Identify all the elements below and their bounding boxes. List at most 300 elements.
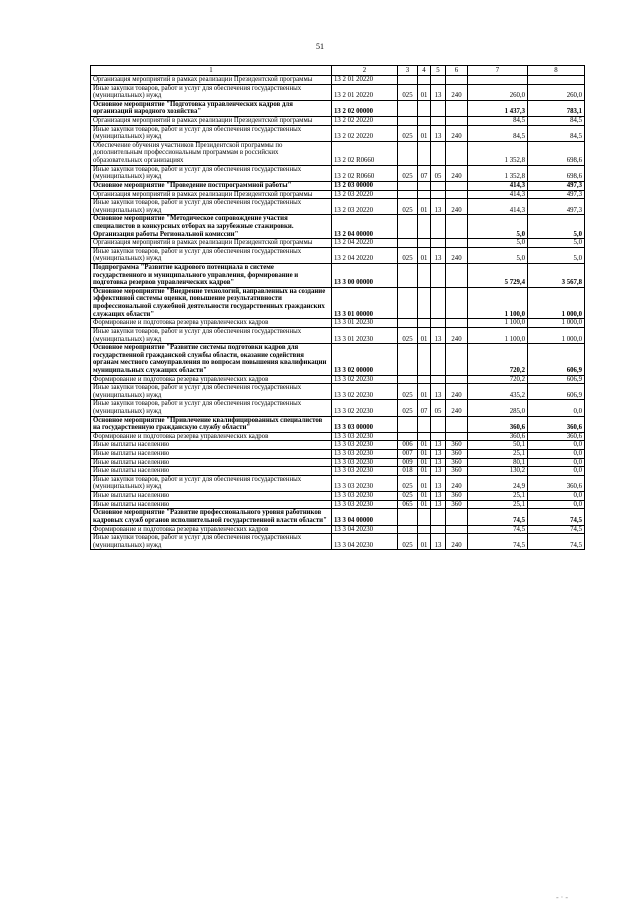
row-amount-year1-cell: 25,1: [468, 450, 528, 459]
row-amount-year2-cell: 5,0: [528, 239, 585, 248]
row-amount-year1-cell: 74,5: [468, 534, 528, 550]
row-section-cell: 01: [418, 84, 431, 100]
table-row: [91, 264, 585, 288]
table-row: [91, 344, 585, 375]
row-code-cell: 13 3 04 00000: [332, 509, 398, 525]
row-section-cell: 01: [418, 125, 431, 141]
row-subsection-cell: [431, 100, 446, 116]
row-ministry-cell: [398, 190, 418, 199]
row-amount-year2-cell: 260,0: [528, 84, 585, 100]
header-col-3: 3: [398, 66, 418, 76]
scan-artifact: - · -: [556, 893, 568, 902]
row-amount-year2-cell: 360,6: [528, 416, 585, 432]
table-row: [91, 327, 585, 343]
row-code-cell: 13 2 04 20220: [332, 247, 398, 263]
table-row: [91, 84, 585, 100]
row-amount-year2-cell: 0,0: [528, 492, 585, 501]
row-section-cell: [418, 181, 431, 190]
row-section-cell: 01: [418, 467, 431, 476]
row-subsection-cell: 13: [431, 534, 446, 550]
row-section-cell: 01: [418, 441, 431, 450]
row-amount-year1-cell: 285,0: [468, 400, 528, 416]
row-subsection-cell: [431, 264, 446, 288]
row-subsection-cell: 13: [431, 475, 446, 491]
row-name-cell: Формирование и подготовка резерва управленческих кадров: [91, 319, 332, 328]
row-name-cell: Иные закупки товаров, работ и услуг для обеспечения государственных (муниципальных) нужд: [91, 384, 332, 400]
row-expense-type-cell: [446, 215, 468, 239]
row-ministry-cell: [398, 509, 418, 525]
row-ministry-cell: [398, 117, 418, 126]
table-row: [91, 199, 585, 215]
row-amount-year1-cell: 1 437,3: [468, 100, 528, 116]
row-name-cell: Иные закупки товаров, работ и услуг для обеспечения государственных (муниципальных) нужд: [91, 327, 332, 343]
table-row: [91, 500, 585, 509]
row-amount-year2-cell: [528, 76, 585, 85]
row-section-cell: [418, 525, 431, 534]
row-ministry-cell: [398, 432, 418, 441]
row-amount-year1-cell: 1 352,8: [468, 141, 528, 165]
row-expense-type-cell: [446, 100, 468, 116]
row-subsection-cell: [431, 117, 446, 126]
row-subsection-cell: [431, 239, 446, 248]
row-section-cell: [418, 239, 431, 248]
header-col-5: 5: [431, 66, 446, 76]
row-subsection-cell: 05: [431, 400, 446, 416]
row-expense-type-cell: 240: [446, 327, 468, 343]
row-amount-year2-cell: 84,5: [528, 125, 585, 141]
row-code-cell: 13 2 03 20220: [332, 190, 398, 199]
row-amount-year1-cell: 5,0: [468, 215, 528, 239]
table-row: [91, 239, 585, 248]
row-code-cell: 13 3 03 00000: [332, 416, 398, 432]
row-amount-year2-cell: 0,0: [528, 458, 585, 467]
table-row: [91, 509, 585, 525]
row-amount-year1-cell: 360,6: [468, 416, 528, 432]
row-ministry-cell: [398, 525, 418, 534]
table-row: [91, 534, 585, 550]
table-row: [91, 450, 585, 459]
row-code-cell: 13 3 01 20230: [332, 327, 398, 343]
row-expense-type-cell: [446, 117, 468, 126]
row-subsection-cell: [431, 416, 446, 432]
row-code-cell: 13 3 03 20230: [332, 432, 398, 441]
row-ministry-cell: [398, 141, 418, 165]
row-code-cell: 13 2 02 20220: [332, 117, 398, 126]
row-expense-type-cell: [446, 416, 468, 432]
table-row: [91, 475, 585, 491]
row-amount-year1-cell: 1 100,0: [468, 327, 528, 343]
row-name-cell: Иные закупки товаров, работ и услуг для обеспечения государственных (муниципальных) нужд: [91, 400, 332, 416]
row-code-cell: 13 3 02 00000: [332, 344, 398, 375]
row-section-cell: [418, 375, 431, 384]
row-name-cell: Основное мероприятие "Привлечение квалифицированных специалистов на государственную гражданскую службу области": [91, 416, 332, 432]
row-code-cell: 13 2 02 R0660: [332, 141, 398, 165]
table-row: [91, 441, 585, 450]
row-name-cell: Формирование и подготовка резерва управленческих кадров: [91, 525, 332, 534]
row-amount-year1-cell: 5,0: [468, 247, 528, 263]
row-ministry-cell: 025: [398, 400, 418, 416]
row-expense-type-cell: [446, 190, 468, 199]
row-section-cell: [418, 117, 431, 126]
row-amount-year1-cell: 130,2: [468, 467, 528, 476]
row-amount-year2-cell: 74,5: [528, 509, 585, 525]
row-name-cell: Организация мероприятий в рамках реализации Президентской программы: [91, 117, 332, 126]
row-code-cell: 13 3 03 20230: [332, 450, 398, 459]
row-expense-type-cell: 240: [446, 84, 468, 100]
table-row: [91, 319, 585, 328]
row-amount-year1-cell: 25,1: [468, 492, 528, 501]
row-ministry-cell: 065: [398, 500, 418, 509]
row-section-cell: [418, 264, 431, 288]
row-amount-year2-cell: 360,6: [528, 475, 585, 491]
row-amount-year2-cell: 0,0: [528, 450, 585, 459]
row-ministry-cell: [398, 375, 418, 384]
row-section-cell: 01: [418, 534, 431, 550]
row-name-cell: Подпрограмма "Развитие кадрового потенциала в системе государственного и муниципального управления, формирование и подготовка резервов управленческих кадров": [91, 264, 332, 288]
row-amount-year2-cell: 0,0: [528, 441, 585, 450]
row-code-cell: 13 3 03 20230: [332, 441, 398, 450]
table-row: [91, 458, 585, 467]
row-amount-year2-cell: 497,3: [528, 181, 585, 190]
row-name-cell: Иные выплаты населению: [91, 458, 332, 467]
row-ministry-cell: 025: [398, 492, 418, 501]
row-name-cell: Формирование и подготовка резерва управленческих кадров: [91, 375, 332, 384]
row-code-cell: 13 3 04 20230: [332, 534, 398, 550]
row-subsection-cell: [431, 76, 446, 85]
row-expense-type-cell: 360: [446, 450, 468, 459]
row-amount-year1-cell: 25,1: [468, 500, 528, 509]
row-code-cell: 13 2 03 20220: [332, 199, 398, 215]
row-name-cell: Иные закупки товаров, работ и услуг для обеспечения государственных (муниципальных) нужд: [91, 475, 332, 491]
row-ministry-cell: [398, 76, 418, 85]
row-expense-type-cell: [446, 141, 468, 165]
row-name-cell: Иные выплаты населению: [91, 467, 332, 476]
row-section-cell: [418, 344, 431, 375]
table-row: [91, 384, 585, 400]
row-name-cell: Иные закупки товаров, работ и услуг для обеспечения государственных (муниципальных) нужд: [91, 84, 332, 100]
row-name-cell: Основное мероприятие "Подготовка управленческих кадров для организаций народного хозяйства": [91, 100, 332, 116]
row-ministry-cell: 007: [398, 450, 418, 459]
row-expense-type-cell: 360: [446, 492, 468, 501]
row-expense-type-cell: [446, 525, 468, 534]
row-expense-type-cell: 240: [446, 384, 468, 400]
row-expense-type-cell: 360: [446, 441, 468, 450]
row-name-cell: Формирование и подготовка резерва управленческих кадров: [91, 432, 332, 441]
header-col-6: 6: [446, 66, 468, 76]
row-ministry-cell: 009: [398, 458, 418, 467]
row-ministry-cell: 025: [398, 84, 418, 100]
row-amount-year2-cell: 783,1: [528, 100, 585, 116]
row-section-cell: [418, 215, 431, 239]
row-ministry-cell: [398, 287, 418, 318]
row-code-cell: 13 3 00 00000: [332, 264, 398, 288]
row-section-cell: 01: [418, 500, 431, 509]
row-expense-type-cell: 360: [446, 500, 468, 509]
row-ministry-cell: 025: [398, 165, 418, 181]
row-ministry-cell: [398, 416, 418, 432]
row-section-cell: [418, 319, 431, 328]
row-subsection-cell: 13: [431, 458, 446, 467]
row-expense-type-cell: 240: [446, 125, 468, 141]
row-subsection-cell: 13: [431, 500, 446, 509]
table-row: [91, 76, 585, 85]
row-amount-year2-cell: 0,0: [528, 467, 585, 476]
row-ministry-cell: [398, 264, 418, 288]
row-code-cell: 13 3 03 20230: [332, 475, 398, 491]
row-subsection-cell: [431, 344, 446, 375]
row-name-cell: Иные выплаты населению: [91, 450, 332, 459]
row-amount-year1-cell: 414,3: [468, 181, 528, 190]
row-section-cell: 01: [418, 450, 431, 459]
row-code-cell: 13 2 04 20220: [332, 239, 398, 248]
row-amount-year2-cell: 497,3: [528, 190, 585, 199]
row-expense-type-cell: [446, 432, 468, 441]
row-section-cell: 01: [418, 475, 431, 491]
row-expense-type-cell: 240: [446, 165, 468, 181]
row-section-cell: 07: [418, 400, 431, 416]
row-subsection-cell: [431, 181, 446, 190]
row-code-cell: 13 2 04 00000: [332, 215, 398, 239]
row-subsection-cell: [431, 509, 446, 525]
table-row: [91, 400, 585, 416]
row-amount-year1-cell: 80,1: [468, 458, 528, 467]
row-name-cell: Обеспечение обучения участников Президентской программы по дополнительным профессиональным программам в российских образовательных организациях: [91, 141, 332, 165]
row-code-cell: 13 3 01 20230: [332, 319, 398, 328]
row-amount-year2-cell: 74,5: [528, 534, 585, 550]
header-col-7: 7: [468, 66, 528, 76]
row-amount-year2-cell: 606,9: [528, 384, 585, 400]
row-section-cell: [418, 190, 431, 199]
row-amount-year1-cell: 74,5: [468, 525, 528, 534]
row-ministry-cell: 025: [398, 199, 418, 215]
row-section-cell: 01: [418, 327, 431, 343]
row-name-cell: Организация мероприятий в рамках реализации Президентской программы: [91, 239, 332, 248]
row-amount-year1-cell: 1 100,0: [468, 287, 528, 318]
row-amount-year1-cell: 5,0: [468, 239, 528, 248]
row-code-cell: 13 2 01 20220: [332, 76, 398, 85]
row-ministry-cell: [398, 215, 418, 239]
row-ministry-cell: 006: [398, 441, 418, 450]
row-section-cell: 01: [418, 492, 431, 501]
row-name-cell: Иные выплаты населению: [91, 441, 332, 450]
row-section-cell: 01: [418, 199, 431, 215]
table-row: [91, 416, 585, 432]
row-expense-type-cell: [446, 181, 468, 190]
table-row: [91, 375, 585, 384]
budget-table: [90, 65, 585, 550]
row-section-cell: 01: [418, 247, 431, 263]
row-amount-year2-cell: 1 000,0: [528, 327, 585, 343]
table-row: [91, 100, 585, 116]
row-ministry-cell: [398, 100, 418, 116]
row-subsection-cell: 05: [431, 165, 446, 181]
row-name-cell: Основное мероприятие "Проведение постпрограммной работы": [91, 181, 332, 190]
row-code-cell: 13 3 03 20230: [332, 458, 398, 467]
row-name-cell: Организация мероприятий в рамках реализации Президентской программы: [91, 76, 332, 85]
row-name-cell: Иные закупки товаров, работ и услуг для обеспечения государственных (муниципальных) нужд: [91, 534, 332, 550]
row-code-cell: 13 2 01 20220: [332, 84, 398, 100]
row-amount-year1-cell: 360,6: [468, 432, 528, 441]
table-row: [91, 165, 585, 181]
row-amount-year1-cell: 24,9: [468, 475, 528, 491]
table-row: [91, 190, 585, 199]
row-subsection-cell: 13: [431, 441, 446, 450]
row-amount-year2-cell: 84,5: [528, 117, 585, 126]
row-code-cell: 13 3 03 20230: [332, 492, 398, 501]
row-subsection-cell: [431, 287, 446, 318]
table-row: [91, 525, 585, 534]
row-section-cell: [418, 509, 431, 525]
row-code-cell: 13 3 02 20230: [332, 400, 398, 416]
row-name-cell: Иные закупки товаров, работ и услуг для обеспечения государственных (муниципальных) нужд: [91, 199, 332, 215]
row-amount-year2-cell: 360,6: [528, 432, 585, 441]
row-name-cell: Основное мероприятие "Методическое сопровождение участия специалистов в конкурсных отборах на зарубежные стажировки. Организация работы Региональной комиссии": [91, 215, 332, 239]
row-code-cell: 13 2 03 00000: [332, 181, 398, 190]
row-section-cell: [418, 141, 431, 165]
table-body: [91, 76, 585, 550]
row-subsection-cell: [431, 319, 446, 328]
row-section-cell: 01: [418, 384, 431, 400]
row-name-cell: Иные закупки товаров, работ и услуг для обеспечения государственных (муниципальных) нужд: [91, 247, 332, 263]
table-row: [91, 117, 585, 126]
row-name-cell: Иные закупки товаров, работ и услуг для обеспечения государственных (муниципальных) нужд: [91, 165, 332, 181]
row-amount-year2-cell: 3 567,8: [528, 264, 585, 288]
row-ministry-cell: [398, 344, 418, 375]
row-code-cell: 13 3 01 00000: [332, 287, 398, 318]
row-subsection-cell: 13: [431, 247, 446, 263]
row-section-cell: 01: [418, 458, 431, 467]
row-section-cell: [418, 76, 431, 85]
row-ministry-cell: [398, 319, 418, 328]
row-section-cell: [418, 100, 431, 116]
row-expense-type-cell: 360: [446, 458, 468, 467]
row-code-cell: 13 3 02 20230: [332, 375, 398, 384]
row-amount-year1-cell: 720,2: [468, 344, 528, 375]
row-amount-year1-cell: 260,0: [468, 84, 528, 100]
row-ministry-cell: 025: [398, 534, 418, 550]
row-amount-year2-cell: 5,0: [528, 247, 585, 263]
row-subsection-cell: 13: [431, 199, 446, 215]
row-subsection-cell: 13: [431, 492, 446, 501]
row-code-cell: 13 3 03 20230: [332, 500, 398, 509]
row-amount-year1-cell: 1 352,8: [468, 165, 528, 181]
row-ministry-cell: 025: [398, 125, 418, 141]
row-expense-type-cell: [446, 264, 468, 288]
row-amount-year2-cell: 606,9: [528, 375, 585, 384]
row-ministry-cell: 025: [398, 475, 418, 491]
row-section-cell: [418, 432, 431, 441]
row-subsection-cell: 13: [431, 450, 446, 459]
table-row: [91, 125, 585, 141]
row-subsection-cell: [431, 215, 446, 239]
row-expense-type-cell: [446, 287, 468, 318]
row-amount-year1-cell: 1 100,0: [468, 319, 528, 328]
row-ministry-cell: 025: [398, 384, 418, 400]
row-name-cell: Организация мероприятий в рамках реализации Президентской программы: [91, 190, 332, 199]
row-subsection-cell: [431, 432, 446, 441]
row-subsection-cell: [431, 190, 446, 199]
row-subsection-cell: 13: [431, 84, 446, 100]
row-name-cell: Основное мероприятие "Внедрение технологий, направленных на создание эффективной системы оценки, повышение результативности профессиональной служебной деятельности государственных гражданских служащих области": [91, 287, 332, 318]
row-name-cell: Основное мероприятие "Развитие системы подготовки кадров для государственной гражданской службы области, оказание содействия органам местного самоуправления по вопросам повышения квалификации муниципальных служащих области": [91, 344, 332, 375]
row-expense-type-cell: 240: [446, 475, 468, 491]
table-row: [91, 467, 585, 476]
row-name-cell: Иные закупки товаров, работ и услуг для обеспечения государственных (муниципальных) нужд: [91, 125, 332, 141]
row-ministry-cell: [398, 181, 418, 190]
row-section-cell: [418, 416, 431, 432]
table-header-row: [91, 66, 585, 76]
row-amount-year1-cell: 5 729,4: [468, 264, 528, 288]
table-row: [91, 247, 585, 263]
row-amount-year1-cell: 720,2: [468, 375, 528, 384]
row-amount-year2-cell: 698,6: [528, 141, 585, 165]
row-amount-year1-cell: 414,3: [468, 190, 528, 199]
row-amount-year2-cell: 1 000,0: [528, 319, 585, 328]
header-col-2: 2: [332, 66, 398, 76]
table-row: [91, 492, 585, 501]
row-amount-year2-cell: 698,6: [528, 165, 585, 181]
table-row: [91, 141, 585, 165]
row-amount-year1-cell: 84,5: [468, 117, 528, 126]
row-amount-year2-cell: 74,5: [528, 525, 585, 534]
row-expense-type-cell: [446, 509, 468, 525]
row-amount-year2-cell: 0,0: [528, 500, 585, 509]
header-col-4: 4: [418, 66, 431, 76]
row-expense-type-cell: 240: [446, 400, 468, 416]
row-amount-year1-cell: 84,5: [468, 125, 528, 141]
row-subsection-cell: [431, 141, 446, 165]
row-expense-type-cell: [446, 319, 468, 328]
row-name-cell: Иные выплаты населению: [91, 500, 332, 509]
row-expense-type-cell: [446, 344, 468, 375]
row-ministry-cell: 025: [398, 327, 418, 343]
row-subsection-cell: 13: [431, 125, 446, 141]
row-code-cell: 13 2 02 R0660: [332, 165, 398, 181]
row-amount-year1-cell: 414,3: [468, 199, 528, 215]
row-amount-year1-cell: 435,2: [468, 384, 528, 400]
row-ministry-cell: 025: [398, 247, 418, 263]
row-expense-type-cell: [446, 375, 468, 384]
row-section-cell: [418, 287, 431, 318]
row-amount-year1-cell: 50,1: [468, 441, 528, 450]
row-subsection-cell: [431, 375, 446, 384]
row-expense-type-cell: [446, 239, 468, 248]
row-amount-year2-cell: 1 000,0: [528, 287, 585, 318]
table-row: [91, 215, 585, 239]
row-expense-type-cell: 240: [446, 199, 468, 215]
row-subsection-cell: [431, 525, 446, 534]
page-number: 51: [316, 42, 324, 51]
row-amount-year2-cell: 606,9: [528, 344, 585, 375]
row-code-cell: 13 3 04 20230: [332, 525, 398, 534]
row-section-cell: 07: [418, 165, 431, 181]
row-amount-year1-cell: 74,5: [468, 509, 528, 525]
row-subsection-cell: 13: [431, 467, 446, 476]
row-code-cell: 13 2 02 20220: [332, 125, 398, 141]
header-col-8: 8: [528, 66, 585, 76]
row-amount-year1-cell: [468, 76, 528, 85]
table-row: [91, 181, 585, 190]
row-amount-year2-cell: 0,0: [528, 400, 585, 416]
row-code-cell: 13 3 02 20230: [332, 384, 398, 400]
row-ministry-cell: 018: [398, 467, 418, 476]
row-name-cell: Основное мероприятие "Развитие профессионального уровня работников кадровых служб органов исполнительной государственной власти области": [91, 509, 332, 525]
row-name-cell: Иные выплаты населению: [91, 492, 332, 501]
row-amount-year2-cell: 497,3: [528, 199, 585, 215]
row-subsection-cell: 13: [431, 384, 446, 400]
header-col-1: 1: [91, 66, 332, 76]
row-code-cell: 13 3 03 20230: [332, 467, 398, 476]
